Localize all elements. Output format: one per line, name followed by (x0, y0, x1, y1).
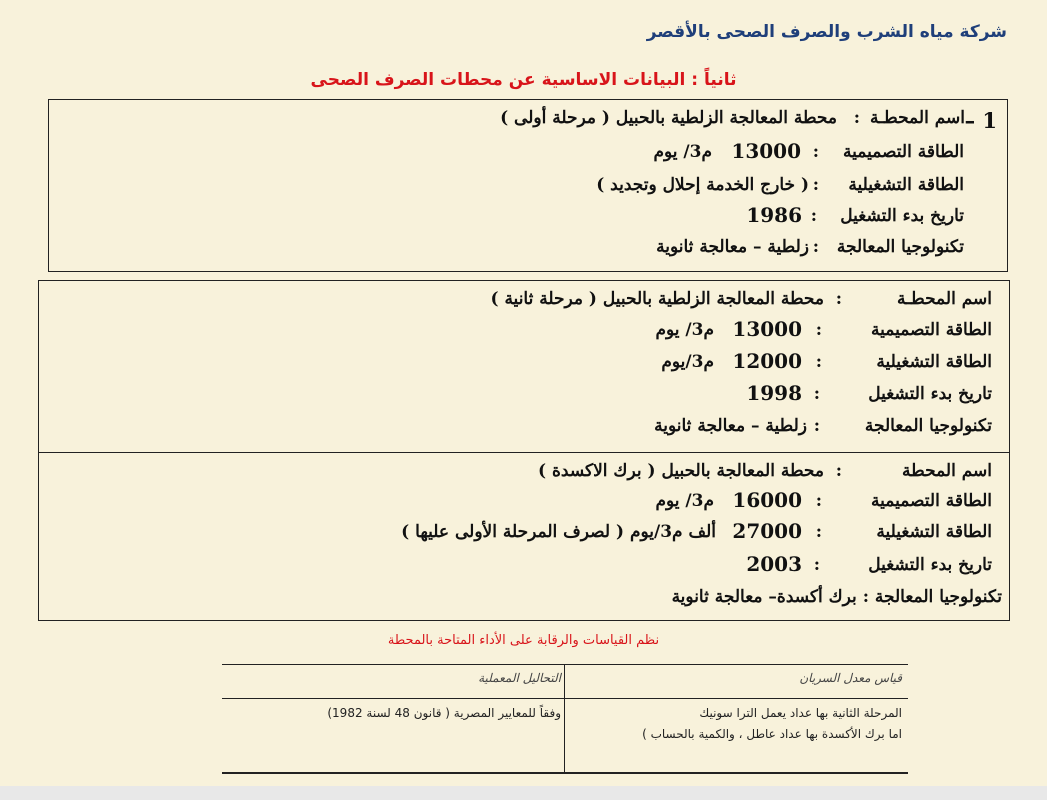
start-value: 1998 (746, 381, 802, 405)
col2-header: التحاليل المعملية (478, 671, 561, 685)
design-label: الطاقة التصميمية (871, 320, 992, 340)
tech-label: تكنولوجيا المعالجة (836, 237, 964, 257)
monitoring-title: نظم القياسات والرقابة على الأداء المتاحة بالمحطة (387, 633, 660, 648)
company-name: شركة مياه الشرب والصرف الصحى بالأقصر (646, 22, 1007, 42)
station-1-start-row: تاريخ بدء التشغيل : 1986 (746, 203, 964, 227)
station-2-name-row: اسم المحطـة : محطة المعالجة الزلطية بالحبيل ( مرحلة ثانية ) (490, 289, 992, 309)
name-value: محطة المعالجة بالحبيل ( برك الاكسدة ) (538, 461, 824, 481)
section-title: ثانياً : البيانات الاساسية عن محطات الصرف الصحى (310, 70, 737, 90)
tech-value: زلطية – معالجة ثانوية (656, 237, 809, 257)
design-unit: م3/ يوم (655, 491, 714, 511)
design-unit: م3/ يوم (653, 142, 712, 162)
table-column-divider (564, 664, 565, 773)
design-number: 13000 (732, 317, 802, 341)
oper-unit: ألف م3/يوم ( لصرف المرحلة الأولى عليها ) (401, 522, 716, 542)
footer-band (0, 786, 1047, 800)
name-value: محطة المعالجة الزلطية بالحبيل ( مرحلة أولى ) (500, 108, 837, 128)
oper-label: الطاقة التشغيلية (876, 352, 992, 372)
design-number: 16000 (732, 488, 802, 512)
col1-line1: المرحلة الثانية بها عداد يعمل الترا سونيك (699, 706, 902, 720)
name-label: اسم المحطة (902, 461, 992, 481)
name-label: اسم المحطـة (870, 108, 965, 128)
start-label: تاريخ بدء التشغيل (868, 384, 992, 404)
design-unit: م3/ يوم (655, 320, 714, 340)
start-value: 1986 (746, 203, 802, 227)
oper-label: الطاقة التشغيلية (876, 522, 992, 542)
oper-number: 12000 (732, 349, 802, 373)
station-1-oper-row: الطاقة التشغيلية : ( خارج الخدمة إحلال وتجديد ) (596, 175, 964, 195)
start-label: تاريخ بدء التشغيل (840, 206, 964, 226)
station-3-start-row: تاريخ بدء التشغيل : 2003 (746, 552, 992, 576)
station-1-name-row: 1 – اسم المحطـة : محطة المعالجة الزلطية بالحبيل ( مرحلة أولى ) (500, 108, 997, 133)
tech-label: تكنولوجيا المعالجة (864, 416, 992, 436)
station-2-oper-row: الطاقة التشغيلية : 12000 م3/يوم (661, 349, 992, 373)
oper-unit: م3/يوم (661, 352, 714, 372)
design-label: الطاقة التصميمية (843, 142, 964, 162)
station-3-design-row: الطاقة التصميمية : 16000 م3/ يوم (655, 488, 992, 512)
station-1-tech-row: تكنولوجيا المعالجة : زلطية – معالجة ثانوية (656, 237, 964, 257)
name-label: اسم المحطـة (897, 289, 992, 309)
start-value: 2003 (746, 552, 802, 576)
table-header-rule (222, 698, 908, 699)
station-3-tech-row (582, 587, 1002, 615)
station-2-design-row: الطاقة التصميمية : 13000 م3/ يوم (655, 317, 992, 341)
station-number: 1 – (964, 108, 997, 133)
table-top-rule (222, 664, 908, 665)
station-2-tech-row: تكنولوجيا المعالجة : زلطية – معالجة ثانوية (654, 416, 992, 436)
col1-line2: اما برك الأكسدة بها عداد عاطل ، والكمية بالحساب ) (642, 727, 902, 741)
station-3-oper-row: الطاقة التشغيلية : 27000 ألف م3/يوم ( لصرف المرحلة الأولى عليها ) (401, 519, 992, 543)
start-label: تاريخ بدء التشغيل (868, 555, 992, 575)
design-label: الطاقة التصميمية (871, 491, 992, 511)
table-bottom-rule (222, 772, 908, 774)
station-1-design-row: الطاقة التصميمية : 13000 م3/ يوم (653, 139, 964, 163)
station-3-name-row: اسم المحطة : محطة المعالجة بالحبيل ( برك الاكسدة ) (538, 461, 992, 481)
tech-value: زلطية – معالجة ثانوية (654, 416, 807, 436)
oper-value: ( خارج الخدمة إحلال وتجديد ) (596, 175, 809, 195)
col1-header: قياس معدل السريان (799, 671, 902, 685)
oper-number: 27000 (732, 519, 802, 543)
col2-value: وفقاً للمعايير المصرية ( قانون 48 لسنة 1982) (327, 706, 561, 720)
oper-label: الطاقة التشغيلية (848, 175, 964, 195)
station-2-start-row: تاريخ بدء التشغيل : 1998 (746, 381, 992, 405)
name-value: محطة المعالجة الزلطية بالحبيل ( مرحلة ثانية ) (490, 289, 824, 309)
tech-line: تكنولوجيا المعالجة : برك أكسدة– معالجة ثانوية (671, 587, 1002, 607)
design-number: 13000 (731, 139, 801, 163)
